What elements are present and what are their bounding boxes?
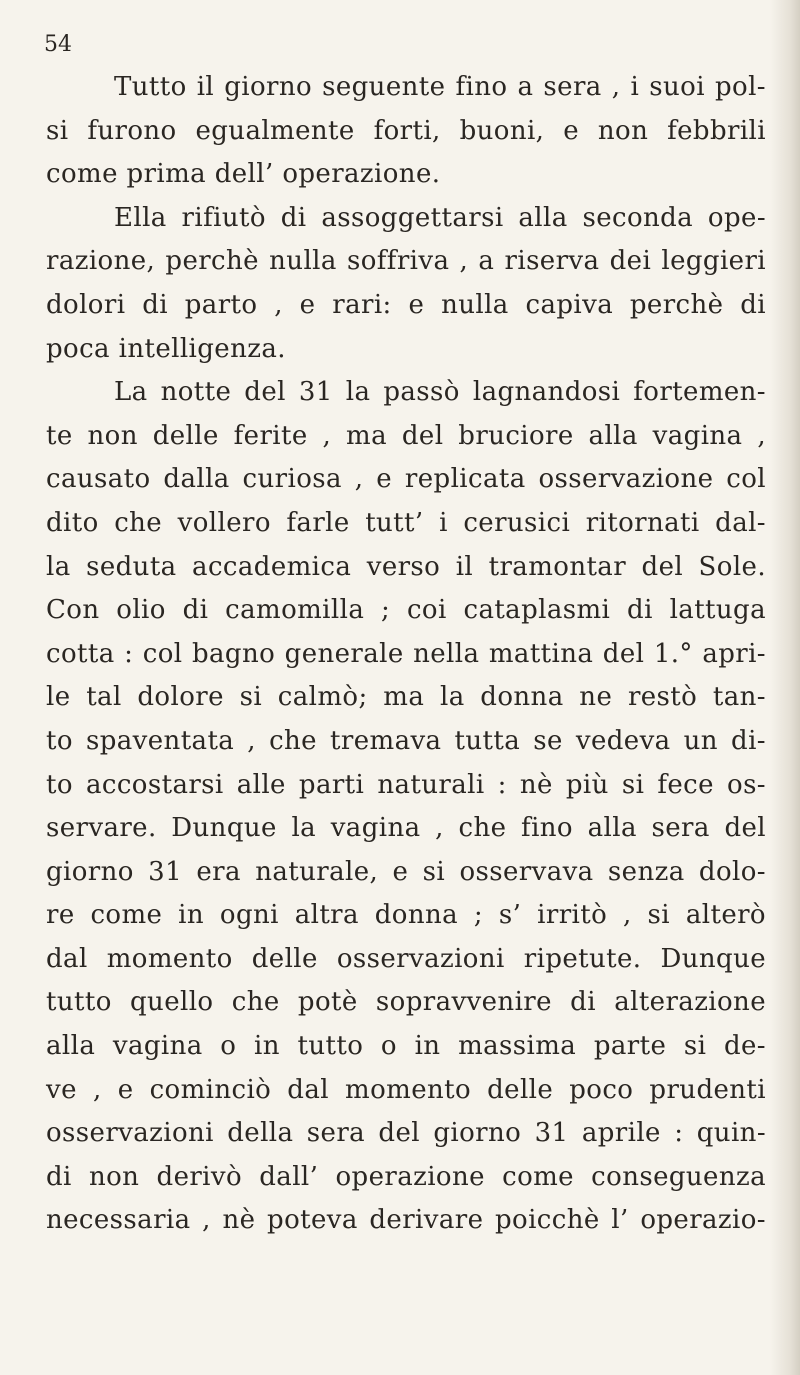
text-line: servare. Dunque la vagina , che fino alla sera del (46, 813, 766, 844)
text-line: re come in ogni altra donna ; s’ irritò , si alterò (46, 900, 766, 931)
text-line: causato dalla curiosa , e replicata osservazione col (46, 464, 766, 495)
text-line: Con olio di camomilla ; coi cataplasmi di lattuga (46, 595, 766, 626)
text-line: necessaria , nè poteva derivare poicchè l’ operazio- (46, 1205, 766, 1236)
text-line: tutto quello che potè sopravvenire di alterazione (46, 987, 766, 1018)
text-line: si furono egualmente forti, buoni, e non febbrili (46, 115, 766, 146)
text-line: Tutto il giorno seguente fino a sera , i suoi pol- (114, 72, 766, 102)
body-text (46, 66, 766, 1243)
text-line: te non delle ferite , ma del bruciore alla vagina , (46, 420, 766, 451)
text-line: come prima dell’ operazione. (46, 159, 441, 190)
text-line: cotta : col bagno generale nella mattina del 1.° apri- (46, 638, 766, 669)
page-number: 54 (44, 32, 72, 57)
text-line: Ella rifiutò di assoggettarsi alla seconda ope- (114, 202, 766, 233)
text-line: to spaventata , che tremava tutta se vedeva un di- (46, 725, 766, 756)
text-line: poca intelligenza. (46, 333, 286, 364)
text-line: alla vagina o in tutto o in massima parte si de- (46, 1031, 766, 1062)
text-line: dal momento delle osservazioni ripetute. Dunque (46, 943, 766, 974)
text-line: razione, perchè nulla soffriva , a riserva dei leggieri (46, 246, 766, 277)
text-line: giorno 31 era naturale, e si osservava senza dolo- (46, 856, 766, 887)
text-line: dito che vollero farle tutt’ i cerusici ritornati dal- (46, 507, 766, 538)
text-line: la seduta accademica verso il tramontar del Sole. (46, 551, 766, 582)
text-line: di non derivò dall’ operazione come conseguenza (46, 1161, 766, 1192)
text-line: La notte del 31 la passò lagnandosi fortemen- (114, 377, 766, 408)
text-line: ve , e cominciò dal momento delle poco prudenti (46, 1074, 766, 1105)
text-line: le tal dolore si calmò; ma la donna ne restò tan- (46, 682, 766, 713)
text-line: dolori di parto , e rari: e nulla capiva perchè di (46, 289, 766, 320)
text-line: to accostarsi alle parti naturali : nè più si fece os- (46, 769, 766, 800)
text-line: osservazioni della sera del giorno 31 aprile : quin- (46, 1118, 766, 1149)
